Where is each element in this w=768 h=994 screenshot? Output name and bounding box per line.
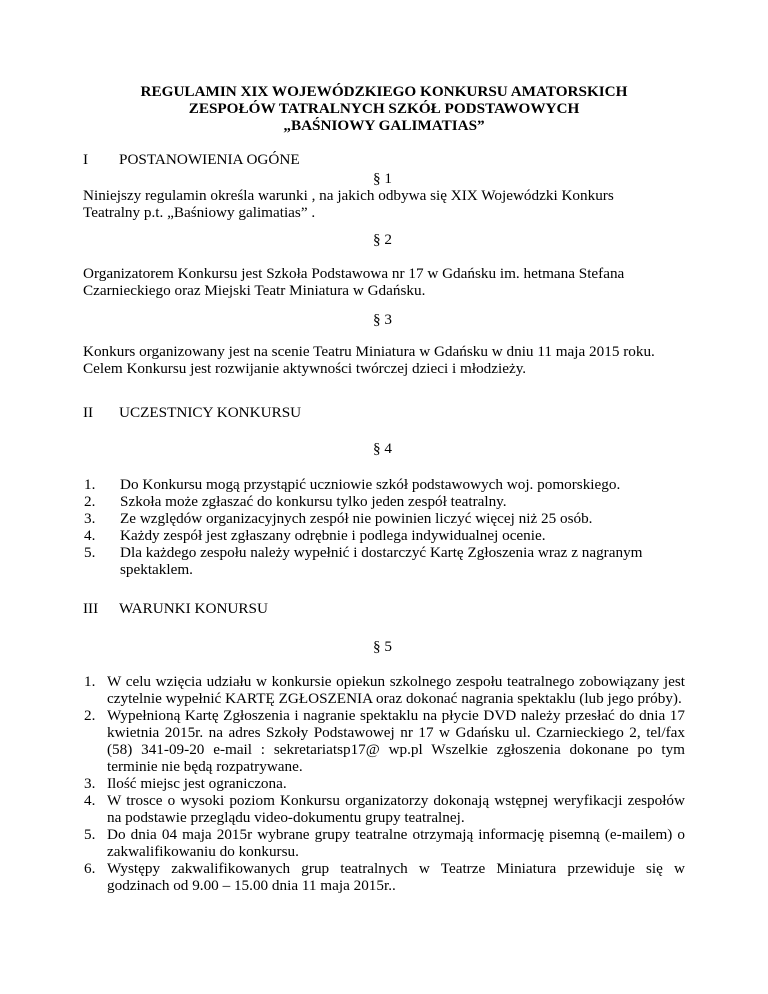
text-line: Konkurs organizowany jest na scenie Teatru Miniatura w Gdańsku w dniu 11 maja 2015 roku.: [83, 343, 655, 360]
paragraph-mark: § 5: [373, 638, 392, 655]
list-item: 3. Ze względów organizacyjnych zespół nie powinien liczyć więcej niż 25 osób.: [84, 510, 593, 527]
section-numeral: I: [83, 151, 89, 168]
section-heading-text: WARUNKI KONURSU: [119, 600, 268, 617]
conditions-list: [83, 673, 685, 894]
title-line: ZESPOŁÓW TATRALNYCH SZKÓŁ PODSTAWOWYCH: [188, 100, 580, 117]
title-line: „BAŚNIOWY GALIMATIAS”: [283, 117, 485, 134]
text-line: Celem Konkursu jest rozwijanie aktywności twórczej dzieci i młodzieży.: [83, 360, 527, 377]
list-item: 1. Do Konkursu mogą przystąpić uczniowie szkół podstawowych woj. pomorskiego.: [84, 476, 621, 493]
paragraph-text: [83, 187, 683, 221]
title-line: REGULAMIN XIX WOJEWÓDZKIEGO KONKURSU AMATORSKICH: [140, 83, 628, 100]
list-item: 1. W celu wzięcia udziału w konkursie opiekun szkolnego zespołu teatralnego zobowiązany jest czytelnie wypełnić KARTĘ ZGŁOSZENIA oraz dokonać nagrania spektaklu (lub jego próby).: [84, 673, 685, 707]
participants-list: [83, 476, 685, 578]
text-line: Organizatorem Konkursu jest Szkoła Podstawowa nr 17 w Gdańsku im. hetmana Stefana: [83, 265, 625, 282]
list-item: 2. Szkoła może zgłaszać do konkursu tylko jeden zespół teatralny.: [84, 493, 507, 510]
list-item: 3. Ilość miejsc jest ograniczona.: [84, 775, 287, 792]
section-heading-text: POSTANOWIENIA OGÓNE: [119, 151, 300, 168]
paragraph-mark: § 2: [373, 231, 392, 248]
text-line: Niniejszy regulamin określa warunki , na jakich odbywa się XIX Wojewódzki Konkurs: [83, 187, 614, 204]
list-item: 4. Każdy zespół jest zgłaszany odrębnie i podlega indywidualnej ocenie.: [84, 527, 546, 544]
list-item: 5. Dla każdego zespołu należy wypełnić i dostarczyć Kartę Zgłoszenia wraz z nagranym spektaklem.: [84, 544, 643, 578]
list-item: 2. Wypełnioną Kartę Zgłoszenia i nagranie spektaklu na płycie DVD należy przesłać do dnia 17 kwietnia 2015r. na adres Szkoły Podstawowej nr 17 w Gdańsku ul. Czarnieckiego 2, tel/fax (58) 341-09-20 e-mail : sekretariatsp17@ wp.pl Wszelkie zgłoszenia dokonane po tym terminie nie będą rozpatrywane.: [84, 707, 685, 775]
text-line: Czarnieckiego oraz Miejski Teatr Miniatura w Gdańsku.: [83, 282, 426, 299]
section-numeral: II: [83, 404, 94, 421]
paragraph-mark: § 3: [373, 311, 392, 328]
paragraph-text: [83, 265, 683, 299]
list-item: 5. Do dnia 04 maja 2015r wybrane grupy teatralne otrzymają informację pisemną (e-mailem) o zakwalifikowaniu do konkursu.: [84, 826, 685, 860]
text-line: Teatralny p.t. „Baśniowy galimatias” .: [83, 204, 316, 221]
paragraph-text: [83, 343, 683, 377]
list-item: 4. W trosce o wysoki poziom Konkursu organizatorzy dokonają wstępnej weryfikacji zespołów na podstawie przeglądu video-dokumentu grupy teatralnej.: [84, 792, 685, 826]
list-item: 6. Występy zakwalifikowanych grup teatralnych w Teatrze Miniatura przewiduje się w godzinach od 9.00 – 15.00 dnia 11 maja 2015r..: [84, 860, 685, 894]
document-title: [60, 83, 708, 134]
paragraph-mark: § 4: [373, 440, 392, 457]
paragraph-mark: § 1: [373, 170, 392, 187]
section-heading-text: UCZESTNICY KONKURSU: [119, 404, 302, 421]
section-numeral: III: [83, 600, 99, 617]
